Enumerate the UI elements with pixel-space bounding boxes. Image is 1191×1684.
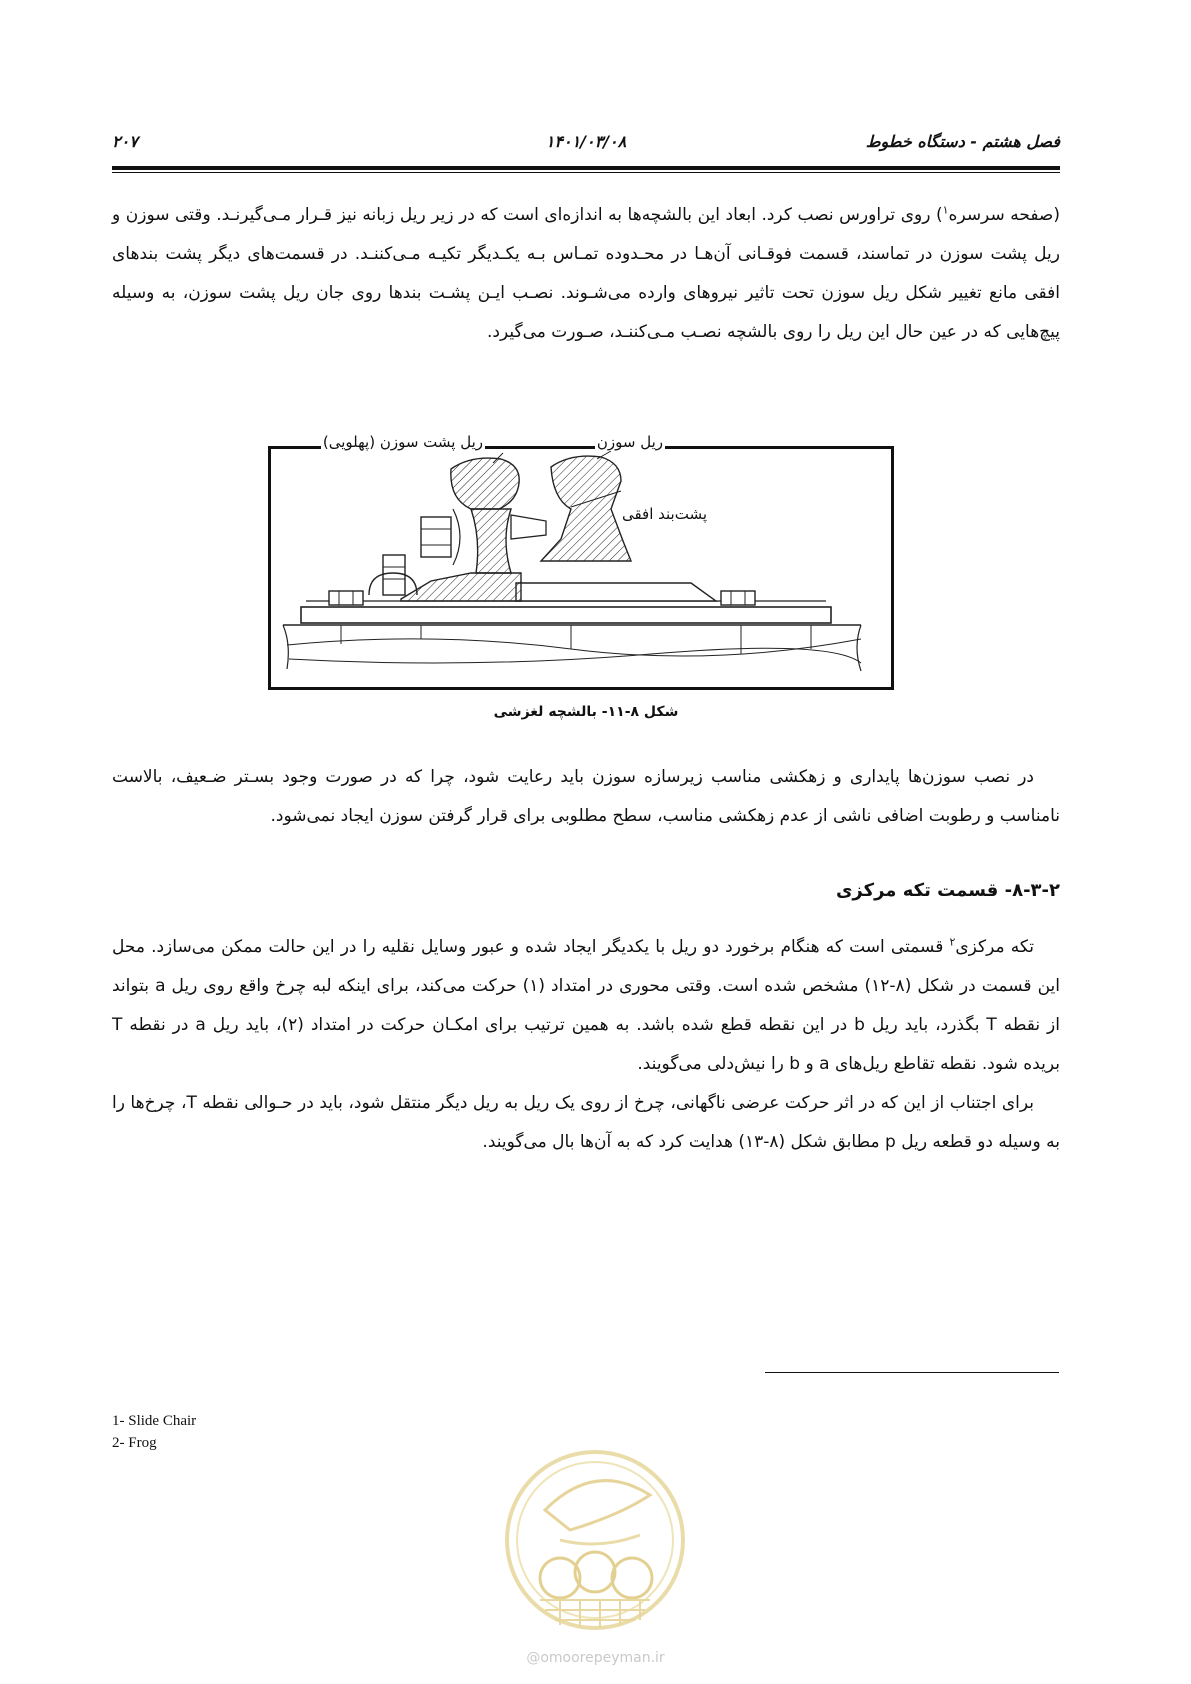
footnote-ref-1: ۱ [942,203,949,217]
header-rule-thin [112,172,1060,173]
page-header [112,128,1060,158]
stock-rail-head [451,458,519,509]
paragraph-4 [112,1084,1060,1162]
paragraph-2 [112,758,1060,836]
chapter-title: فصل هشتم - دستگاه خطوط [865,132,1060,151]
label-stock-rail: ریل پشت سوزن (پهلویی) [322,433,483,451]
left-bolt [329,591,363,605]
paragraph-3 [112,928,1060,1084]
watermark-logo [500,1440,690,1640]
header-date: ۱۴۰۱/۰۳/۰۸ [545,132,627,151]
stock-rail-foot [401,573,521,601]
switch-rail [541,456,631,561]
footnote-rule [765,1372,1059,1373]
slide-chair-drawing [271,449,891,687]
paragraph-1-start: (صفحه سرسره [948,205,1060,225]
figure-caption: شکل ۸-۱۱- بالشچه لغزشی [493,704,679,720]
header-rule-thick [112,166,1060,170]
stock-rail-web [471,509,511,573]
footnote-1: 1- Slide Chair [112,1413,197,1429]
slide-chair-figure [268,433,894,690]
paragraph-2-text: در نصب سوزن‌ها پایداری و زهکشی مناسب زیرسازه سوزن باید رعایت شود، چرا که در صورت وجود بسـتر ضـعیف، بالاست نامناسب و رطوبت اضافی ناشی از عدم زهکشی مناسب، سطح مطلوبی برای قرار گرفتن سوزن ایجاد نمی‌شود. [112,767,1060,826]
label-horizontal-stop: پشت‌بند افقی [621,505,707,523]
page-number: ۲۰۷ [112,132,138,151]
right-bolt [721,591,755,605]
watermark-url: @omoorepeyman.ir [526,1650,665,1666]
base-plate [301,607,831,623]
paragraph-3-start: تکه مرکزی [955,937,1035,957]
paragraph-1 [112,196,1060,352]
section-heading: ۸-۳-۲- قسمت تکه مرکزی [835,880,1060,901]
footnote-2: 2- Frog [112,1435,157,1451]
horizontal-stop-nut [421,517,451,557]
footnotes [112,1410,196,1454]
paragraph-3-rest: قسمتی است که هنگام برخورد دو ریل با یکدیگر ایجاد شده و عبور وسایل نقلیه را در این حالت ممکن می‌سازد. محل این قسمت در شکل (۸-۱۲) مشخص شده است. وقتی محوری در امتداد (۱) حرکت می‌کند، برای اینکه لبه چرخ واقع روی ریل a بتواند از نقطه T بگذرد، باید ریل b در این نقطه قطع شده باشد. به همین ترتیب برای امکـان حرکت در امتداد (۲)، باید ریل a در نقطه T بریده شود. نقطه تقاطع ریل‌های a و b را نیش‌دلی می‌گویند. [112,937,1060,1074]
label-switch-rail: ریل سوزن [596,433,663,451]
footnote-ref-2: ۲ [949,935,956,949]
paragraph-4-text: برای اجتناب از این که در اثر حرکت عرضی ناگهانی، چرخ از روی یک ریل به ریل دیگر منتقل شود، باید در حـوالی نقطه T، چرخ‌ها را به وسیله دو قطعه ریل p مطابق شکل (۸-۱۳) هدایت کرد که به آن‌ها بال می‌گویند. [112,1093,1060,1152]
paragraph-1-rest: ) روی تراورس نصب کرد. ابعاد این بالشچه‌ها به اندازه‌ای است که در زیر ریل زبانه نیز قـرار مـی‌گیرنـد. وقتی سوزن و ریل پشت سوزن در تماسند، قسمت فوقـانی آن‌هـا در محـدوده تمـاس بـه یکـدیگر تکیـه مـی‌کننـد. در قسمت‌های دیگر پشت بندهای افقی مانع تغییر شکل ریل سوزن تحت تاثیر نیروهای وارده می‌شـوند. نصـب ایـن پشـت بندها روی جان ریل پشت سوزن، به وسیله پیچ‌هایی که در عین حال این ریل را روی بالشچه نصـب مـی‌کننـد، صـورت می‌گیرد. [112,205,1060,342]
